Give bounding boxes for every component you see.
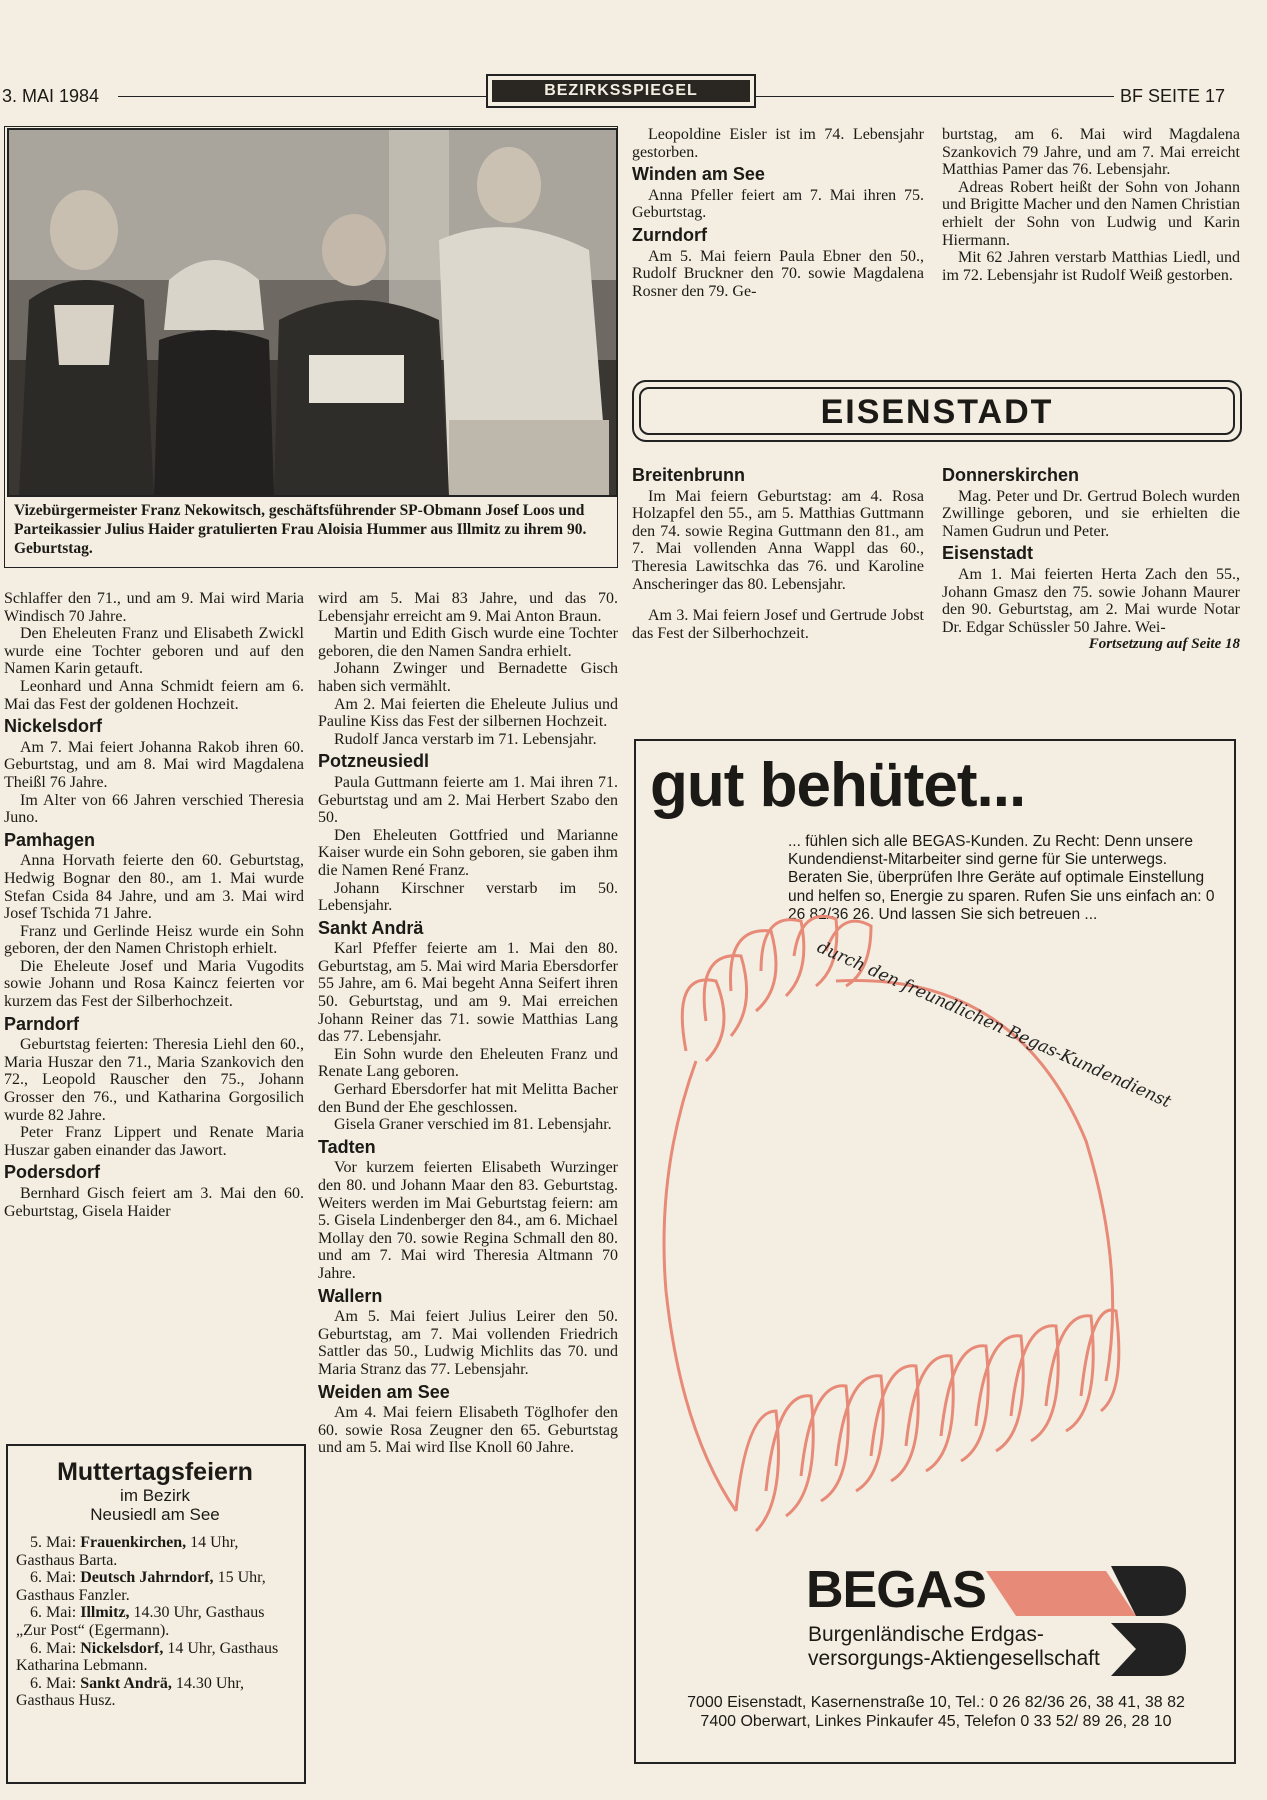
paragraph: Paula Guttmann feierte am 1. Mai ihren 71. Geburtstag und am 2. Mai Herbert Szabo den 50. xyxy=(318,773,618,827)
photo-illustration xyxy=(9,130,616,495)
section-heading: Winden am See xyxy=(632,164,765,185)
column-2 xyxy=(318,590,618,1457)
paragraph: Johann Zwinger und Bernadette Gisch haben sich vermählt. xyxy=(318,660,618,695)
paragraph: Am 2. Mai feierten die Eheleute Julius und Pauline Kiss das Fest der silbernen Hochzeit. xyxy=(318,695,618,731)
section-heading: Nickelsdorf xyxy=(4,716,103,737)
paragraph: Im Alter von 66 Jahren verschied Theresia Juno. xyxy=(4,791,304,827)
section-label: BEZIRKSSPIEGEL xyxy=(492,80,750,102)
continued-note: Fortsetzung auf Seite 18 xyxy=(1088,636,1240,653)
section-heading: Podersdorf xyxy=(4,1162,101,1183)
section-heading: Potzneusiedl xyxy=(318,751,430,772)
paragraph: Schlaffer den 71., und am 9. Mai wird Maria Windisch 70 Jahre. xyxy=(4,590,304,625)
section-heading: Pamhagen xyxy=(4,829,96,850)
paragraph: Johann Kirschner verstarb im 50. Lebensjahr. xyxy=(318,879,618,915)
begas-logo-text: BEGAS xyxy=(806,1561,986,1619)
paragraph: Am 7. Mai feiert Johanna Rakob ihren 60. Geburtstag, und am 8. Mai wird Magdalena Theißl 76 Jahre. xyxy=(4,738,304,791)
begas-advertisement xyxy=(634,739,1236,1764)
paragraph: Die Eheleute Josef und Maria Vugodits sowie Johann und Rosa Kaincz feierten vor kurzem das Fest der Silberhochzeit. xyxy=(4,957,304,1011)
paragraph: Adreas Robert heißt der Sohn von Johann und Brigitte Macher und den Namen Christian erhielt der Sohn von Ludwig und Karin Hiermann. xyxy=(942,178,1240,249)
paragraph: Mag. Peter und Dr. Gertrud Bolech wurden Zwillinge geboren, und sie erhielten die Namen Gudrun und Peter. xyxy=(942,487,1240,540)
paragraph: Leopoldine Eisler ist im 74. Lebensjahr gestorben. xyxy=(632,126,924,161)
section-heading: Breitenbrunn xyxy=(632,465,746,485)
paragraph: Gisela Graner verschied im 81. Lebensjahr. xyxy=(334,1116,612,1134)
section-heading: Parndorf xyxy=(4,1013,80,1034)
column-4 xyxy=(942,126,1240,284)
paragraph: Leonhard und Anna Schmidt feiern am 6. Mai das Fest der goldenen Hochzeit. xyxy=(4,677,304,713)
paragraph: Gerhard Ebersdorfer hat mit Melitta Bacher den Bund der Ehe geschlossen. xyxy=(318,1081,618,1116)
muttertag-title: Muttertagsfeiern xyxy=(57,1458,253,1486)
section-heading: Weiden am See xyxy=(318,1381,450,1402)
paragraph: Am 3. Mai feiern Josef und Gertrude Jobst das Fest der Silberhochzeit. xyxy=(632,607,924,642)
list-item: 6. Mai: Nickelsdorf, 14 Uhr, Gasthaus Katharina Lebmann. xyxy=(16,1639,279,1675)
paragraph: Am 1. Mai feierten Herta Zach den 55., Johann Gmasz den 75. sowie Johann Maurer den 90. Geburtstag, am 2. Mai wurde Notar Dr. Edgar Schüssler 50 Jahre. Wei- xyxy=(942,565,1240,636)
paragraph: Anna Pfeller feiert am 7. Mai ihren 75. Geburtstag. xyxy=(632,186,924,222)
section-heading: Wallern xyxy=(318,1285,383,1306)
paragraph: Franz und Gerlinde Heisz wurde ein Sohn geboren, der den Namen Christoph erhielt. xyxy=(4,922,304,958)
column-1 xyxy=(4,590,304,1220)
list-item: 5. Mai: Frauenkirchen, 14 Uhr, Gasthaus Barta. xyxy=(16,1534,239,1569)
photo-caption: Vizebürgermeister Franz Nekowitsch, geschäftsführender SP-Obmann Josef Loos und Parteikassier Julius Haider gratulierten Frau Aloisia Hummer aus Illmitz zu ihrem 90. Geburtstag. xyxy=(14,502,587,557)
list-item: 6. Mai: Sankt Andrä, 14.30 Uhr, Gasthaus Husz. xyxy=(16,1674,245,1710)
muttertag-box xyxy=(6,1444,306,1784)
paragraph: Am 5. Mai feiert Julius Leirer den 50. Geburtstag, am 7. Mai vollenden Friedrich Sattler das 50., Ludwig Michlits das 70. und Maria Stranz das 77. Lebensjahr. xyxy=(318,1308,618,1378)
paragraph: Mit 62 Jahren verstarb Matthias Liedl, und im 72. Lebensjahr ist Rudolf Weiß gestorben. xyxy=(942,249,1240,284)
ad-script-text: durch den freundlichen Begas-Kundendienst xyxy=(813,937,1174,1113)
address-line: 7000 Eisenstadt, Kasernenstraße 10, Tel.: 0 26 82/36 26, 38 41, 38 82 xyxy=(687,1694,1185,1711)
paragraph: Rudolf Janca verstarb im 71. Lebensjahr. xyxy=(334,730,597,748)
section-label-box xyxy=(486,74,756,108)
hat-spring-illustration xyxy=(636,911,1234,1551)
address-line: 7400 Oberwart, Linkes Pinkaufer 45, Telefon 0 33 52/ 89 26, 28 10 xyxy=(700,1713,1172,1730)
region-banner xyxy=(632,380,1242,442)
list-item: 6. Mai: Illmitz, 14.30 Uhr, Gasthaus „Zur Post“ (Egermann). xyxy=(16,1604,265,1639)
region-banner-title: EISENSTADT xyxy=(639,387,1235,435)
paragraph: Bernhard Gisch feiert am 3. Mai den 60. Geburtstag, Gisela Haider xyxy=(4,1185,304,1220)
paragraph: wird am 5. Mai 83 Jahre, und das 70. Lebensjahr erreicht am 9. Mai Anton Braun. xyxy=(318,590,618,625)
paragraph: Karl Pfeffer feierte am 1. Mai den 80. Geburtstag, am 5. Mai wird Maria Ebersdorfer 55 Jahre, am 6. Mai begeht Anna Seifert ihren 50. Geburtstag, und am 9. Mai erreichen Johann Reiner das 71. sowie Matthias Lang das 77. Lebensjahr. xyxy=(318,940,618,1046)
paragraph: burtstag, am 6. Mai wird Magdalena Szankovich 79 Jahre, und am 7. Mai erreicht Matthias Pamer das 76. Lebensjahr. xyxy=(942,126,1240,179)
paragraph: Peter Franz Lippert und Renate Maria Huszar gaben einander das Jawort. xyxy=(4,1124,304,1159)
paragraph: Den Eheleuten Franz und Elisabeth Zwickl wurde eine Tochter geboren und auf den Namen Karin getauft. xyxy=(4,625,304,678)
section-heading: Eisenstadt xyxy=(942,543,1034,564)
section-heading: Tadten xyxy=(318,1136,376,1157)
eisenstadt-left-column xyxy=(632,462,924,642)
begas-addresses xyxy=(646,1693,1226,1731)
paragraph: Am 4. Mai feiern Elisabeth Töglhofer den 60. sowie Rosa Zeugner den 65. Geburtstag und am 5. Mai wird Ilse Knoll 60 Jahre. xyxy=(318,1404,618,1457)
ad-headline: gut behütet... xyxy=(650,751,1026,820)
muttertag-region: Neusiedl am See xyxy=(90,1505,220,1524)
paragraph: Im Mai feiern Geburtstag: am 4. Rosa Holzapfel den 55., am 5. Matthias Guttmann den 74. sowie Regina Guttmann den 81., am 7. Mai vollenden Anna Wappl das 60., Theresia Lawitschka das 76. und Karoline Anscheringer das 80. Lebensjahr. xyxy=(632,487,924,593)
muttertag-list xyxy=(16,1534,294,1710)
page-number: BF SEITE 17 xyxy=(1120,86,1226,106)
section-heading: Sankt Andrä xyxy=(318,917,424,938)
paragraph: Am 5. Mai feiern Paula Ebner den 50., Rudolf Bruckner den 70. sowie Magdalena Rosner den 79. Ge- xyxy=(632,247,924,300)
begas-company-name: Burgenländische Erdgas- versorgungs-Aktiengesellschaft xyxy=(808,1623,1100,1670)
ad-body-text: ... fühlen sich alle BEGAS-Kunden. Zu Recht: Denn unsere Kundendienst-Mitarbeiter sind gerne für Sie unterwegs. Beraten Sie, überprüfen Ihre Geräte auf optimale Einstellung und helfen so, Energie zu sparen. Rufen Sie uns einfach an: 0 26 82/36 26. Und lassen Sie sich betreuen ... xyxy=(788,833,1215,923)
header-rule-right xyxy=(756,96,1114,97)
section-heading: Zurndorf xyxy=(632,224,707,245)
eisenstadt-right-column xyxy=(942,462,1240,654)
paragraph: Den Eheleuten Gottfried und Marianne Kaiser wurde ein Sohn geboren, sie gaben ihm die Namen René Franz. xyxy=(318,826,618,879)
paragraph: Vor kurzem feierten Elisabeth Wurzinger den 80. und Johann Maar den 83. Geburtstag. Weiters werden im Mai Geburtstag feiern: am 5. Gisela Lindenberger den 84., am 6. Michael Mollay den 70. sowie Regina Schmall den 80. und am 7. Mai wird Theresia Altmann 70 Jahre. xyxy=(318,1159,618,1282)
muttertag-subtitle: im Bezirk xyxy=(120,1486,190,1505)
paragraph: Martin und Edith Gisch wurde eine Tochter geboren, die den Namen Sandra erhielt. xyxy=(318,625,618,660)
issue-date: 3. MAI 1984 xyxy=(2,86,100,106)
paragraph: Anna Horvath feierte den 60. Geburtstag, Hedwig Bognar den 80., am 1. Mai wurde Stefan Csida 84 Jahre, und am 3. Mai wird Josef Tschida 71 Jahre. xyxy=(4,852,304,923)
news-photo xyxy=(7,128,618,497)
list-item: 6. Mai: Deutsch Jahrndorf, 15 Uhr, Gasthaus Fanzler. xyxy=(16,1569,266,1604)
paragraph: Geburtstag feierten: Theresia Liehl den 60., Maria Huszar den 71., Maria Szankovich den 72., Leopold Rauscher den 75., Johann Grosser den 76., und Katharina Gorgosilich wurde 82 Jahre. xyxy=(4,1036,304,1124)
column-3 xyxy=(632,126,924,300)
header-rule-left xyxy=(118,96,488,97)
section-heading: Donnerskirchen xyxy=(942,465,1080,485)
paragraph: Ein Sohn wurde den Eheleuten Franz und Renate Lang geboren. xyxy=(318,1045,618,1081)
